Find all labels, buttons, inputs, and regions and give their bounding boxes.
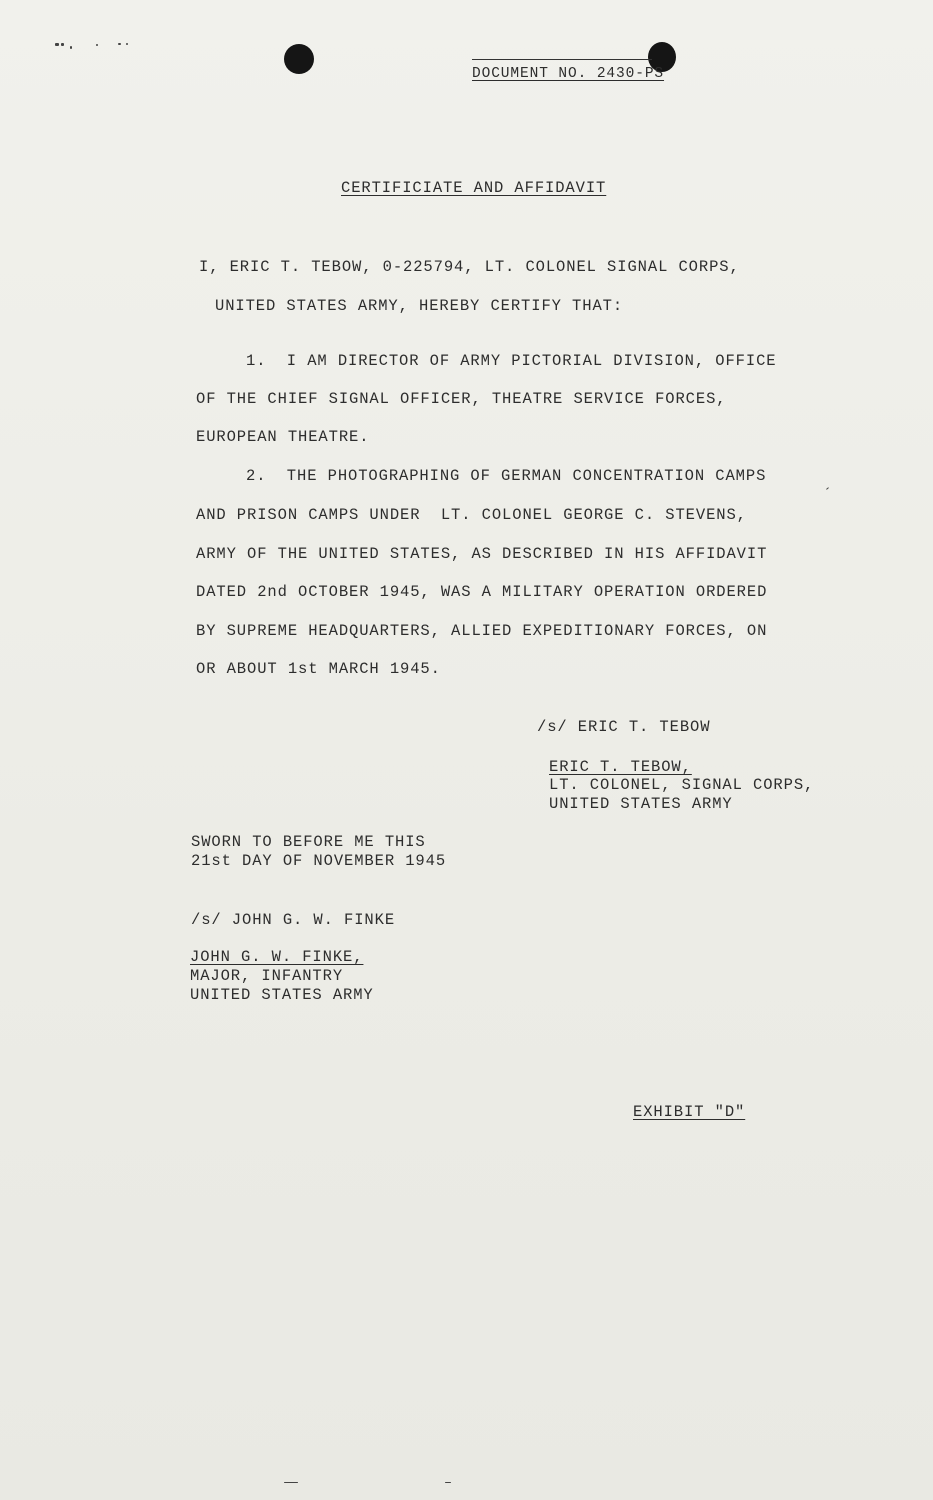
intro-line: UNITED STATES ARMY, HEREBY CERTIFY THAT: xyxy=(215,297,624,315)
paragraph2-line: OR ABOUT 1st MARCH 1945. xyxy=(196,660,441,678)
affiant-rank: LT. COLONEL, SIGNAL CORPS, xyxy=(549,776,815,794)
scan-speck xyxy=(284,1482,298,1483)
document-title: CERTIFICIATE AND AFFIDAVIT xyxy=(341,179,607,197)
notary-signature: /s/ JOHN G. W. FINKE xyxy=(191,911,396,929)
punch-hole-left xyxy=(284,44,314,74)
affiant-org: UNITED STATES ARMY xyxy=(549,795,733,813)
document-number: DOCUMENT NO. 2430-PS xyxy=(472,66,665,82)
affiant-name: ERIC T. TEBOW, xyxy=(549,758,692,776)
paragraph2-line: 2. THE PHOTOGRAPHING OF GERMAN CONCENTRATION CAMPS xyxy=(246,467,767,485)
scan-speck xyxy=(55,43,59,46)
paragraph2-line: AND PRISON CAMPS UNDER LT. COLONEL GEORGE C. STEVENS, xyxy=(196,506,747,524)
notary-org: UNITED STATES ARMY xyxy=(190,986,374,1004)
scan-speck xyxy=(826,487,829,490)
scan-speck xyxy=(118,43,121,45)
exhibit-label: EXHIBIT "D" xyxy=(633,1103,746,1121)
paragraph2-line: ARMY OF THE UNITED STATES, AS DESCRIBED IN HIS AFFIDAVIT xyxy=(196,545,768,563)
scan-speck xyxy=(61,43,64,46)
document-number-rule xyxy=(472,59,652,60)
intro-line: I, ERIC T. TEBOW, 0-225794, LT. COLONEL SIGNAL CORPS, xyxy=(199,258,740,276)
sworn-line: SWORN TO BEFORE ME THIS xyxy=(191,833,426,851)
paragraph1-line: 1. I AM DIRECTOR OF ARMY PICTORIAL DIVISION, OFFICE xyxy=(246,352,777,370)
paragraph2-line: DATED 2nd OCTOBER 1945, WAS A MILITARY OPERATION ORDERED xyxy=(196,583,768,601)
paragraph1-line: OF THE CHIEF SIGNAL OFFICER, THEATRE SERVICE FORCES, xyxy=(196,390,727,408)
affiant-signature: /s/ ERIC T. TEBOW xyxy=(537,718,711,736)
scan-speck xyxy=(126,43,128,45)
paragraph1-line: EUROPEAN THEATRE. xyxy=(196,428,370,446)
sworn-line: 21st DAY OF NOVEMBER 1945 xyxy=(191,852,447,870)
notary-name: JOHN G. W. FINKE, xyxy=(190,948,364,966)
scan-speck xyxy=(96,44,98,46)
scan-speck xyxy=(70,46,72,49)
notary-rank: MAJOR, INFANTRY xyxy=(190,967,344,985)
scan-speck xyxy=(445,1482,451,1483)
paragraph2-line: BY SUPREME HEADQUARTERS, ALLIED EXPEDITIONARY FORCES, ON xyxy=(196,622,768,640)
